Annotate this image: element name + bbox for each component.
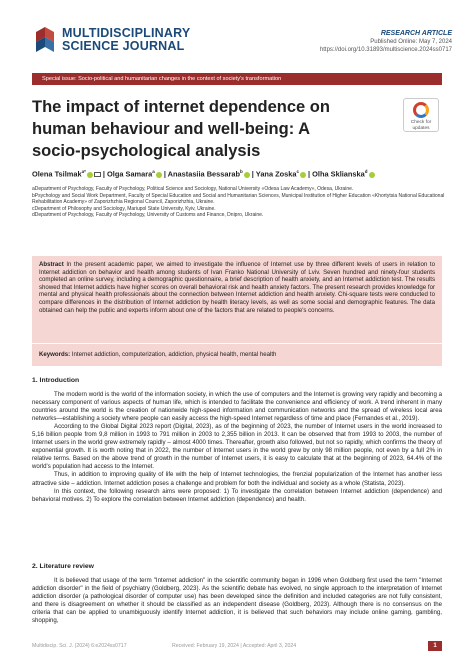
doi-link[interactable]: https://doi.org/10.31893/multiscience.2024ss0717 [319,47,452,53]
journal-name-line1: MULTIDISCIPLINARY [62,26,191,40]
paragraph: In this context, the following research aims were proposed: 1) To investigate the correlation between Internet addiction (dependence) and behavioral motives. 2) To explore the correlation between Internet addiction (dependence) and health. [32,487,442,503]
literature-review-body [32,577,442,625]
check-for-updates-button[interactable] [403,98,439,132]
article-meta [320,30,452,54]
journal-header [32,24,452,70]
article-type: RESEARCH ARTICLE [380,30,452,37]
author-affil-mark: c [296,169,299,174]
author-name[interactable]: Olha Sklianska [312,169,365,179]
article-title: The impact of internet dependence on human behaviour and well-being: A socio-psychological analysis [32,98,330,160]
paragraph: The modern world is the world of the information society, in which the use of computers and the Internet is growing very rapidly and becoming a necessary component of various aspects of human life, which is intended to facilitate the convenience and efficiency of work. A trend inherent in many countries around the world is the creation of nationwide high-speed information and communication networks and the spread of wireless local area networks—establishing a society where people can easily access the high-speed Internet regardless of time and place (Fernandes et al., 2019). [32,391,442,423]
paragraph: According to the Global Digital 2023 report (Digital, 2023), as of the beginning of 2023, the number of Internet users in the world increased to 5,16 billion people from 9,8 million in 1993 to 791 million in 2003 to 2,355 billion in 2013. It can be observed that from 1993 to 2003, the number of Internet users in the world grew extremely rapidly – almost 4000 times. Thereafter, growth also followed, but not so rapidly, which confirms the theory of exponential growth. It is worth noting that in 2022, the number of Internet users in the world grew by only 98 million people, not even by a full 2% in relative terms. Based on the above trend of growth in the number of Internet users, it is easy to calculate that at the beginning of 2023, 64.4% of the world's population had access to the Internet. [32,423,442,471]
orcid-icon[interactable] [87,172,93,178]
author-list: Olena Tsilmak$^{a*}$ | Olga Samara$^a$ | Anastasiia Bessarab$^b$ | Yana Zoska$^c$ | Olha Sklianska$^d$ [32,169,452,178]
special-issue-bar: Special issue: Socio-political and humanitarian changes in the context of society's transformation [32,73,442,85]
check-updates-line2: updates [412,125,430,131]
page-number: 1 [428,641,442,651]
check-updates-line1: Check for [410,120,432,125]
author-affil-mark: b [239,169,243,174]
journal-logo [32,24,58,56]
footer-dates: Received: February 19, 2024 | Accepted: April 3, 2024 [172,643,297,649]
check-updates-icon [413,102,429,118]
orcid-icon[interactable] [300,172,306,178]
section-heading-introduction: 1. Introduction [32,377,80,384]
author-name[interactable]: Yana Zoska [255,169,297,179]
affiliation: aDepartment of Psychology, Faculty of Psychology, Political Science and Sociology, National University «Odesa Law Academy», Odesa, Ukraine. [32,186,354,192]
published-date: Published Online: May 7, 2024 [370,39,452,45]
abstract-box [32,256,442,343]
orcid-icon[interactable] [369,172,375,178]
affiliation: cDepartment of Philosophy and Sociology, Mariupol State University, Kyiv, Ukraine. [32,205,216,212]
footer-citation: Multidiscip. Sci. J. (2024) 6:e2024ss0717 [32,643,127,649]
keywords-box [32,344,442,366]
affiliation: dDepartment of Psychology, Faculty of Psychology, University of Customs and Finance, Dnipro, Ukraine. [32,212,264,219]
orcid-icon[interactable] [244,172,250,178]
keywords-text: Internet addiction, computerization, addiction, physical health, mental health [70,351,277,358]
keywords-label: Keywords: [39,351,71,358]
abstract-text: In the present academic paper, we aimed to investigate the influence of Internet use by three different levels of users in relation to Internet addiction on behavior and health among students of Ivan Franko National University of Lviv. Seven hundred and ninety-four students completed an online survey, including a demographic questionnaire, a brief description of health anxiety, and an Internet addiction test. The results showed that Internet addicts have higher scores on overall behavioral risk and health anxiety factors. The present research provides knowledge for mental and physical health professionals about the connection between Internet addiction and health anxiety. Chi-square tests were conducted to compare differences in the distribution of Internet addiction by health literacy levels, as well as some social and demographic features. The data obtained can help the public and experts inform about one of the factors that are related to people's concerns. [39,261,435,314]
introduction-body [32,391,442,504]
author-name[interactable]: Olena Tsilmak [32,169,82,179]
journal-name-line2: SCIENCE JOURNAL [62,39,185,53]
affiliation: bPsychology and Social Work Department, Faculty of Special Education and Social and Humanitarian Sciences, Municipal Institution of Higher Education «Khortytsia National Educational Rehabilitation Academy» of Zaporizhzhia Regional Council, Zaporizhzhia, Ukraine. [32,192,445,206]
author-name[interactable]: Olga Samara [107,169,153,179]
orcid-icon[interactable] [156,172,162,178]
author-name[interactable]: Anastasiia Bessarab [167,169,240,179]
author-affil-mark: a* [81,169,86,174]
journal-name [62,27,190,53]
paragraph: It is believed that usage of the term "Internet addiction" in the scientific community began in 1996 when Goldberg first used the term "Internet addiction disorder" in the field of psychiatry (Goldberg, 2023). As the scientific debate has evolved, no single approach to the interpretation of Internet addiction disorder (a pathological disorder of computer use) has been developed since the definition and included categories are not fully consistent, and there is disagreement on whether it should be classified as an independent disease (Goldberg, 2023). Although there is no consensus on the criteria that can be applied to unambiguously identify Internet addiction, it is believed that such behaviors may include online gaming, gambling, shopping, [32,577,442,625]
abstract-label: Abstract [39,261,64,268]
paragraph: Thus, in addition to improving quality of life with the help of Internet technologies, the frenzial popularization of the Internet has another less attractive side – addiction. Internet addiction poses a challenge and problem for both the individual and society as a whole (Statista, 2023). [32,471,442,487]
section-heading-literature-review: 2. Literature review [32,563,94,570]
affiliations [32,186,452,219]
page-footer [32,641,442,651]
email-icon[interactable] [94,172,101,177]
author-affil-mark: a [152,169,155,174]
author-affil-mark: d [364,169,368,174]
